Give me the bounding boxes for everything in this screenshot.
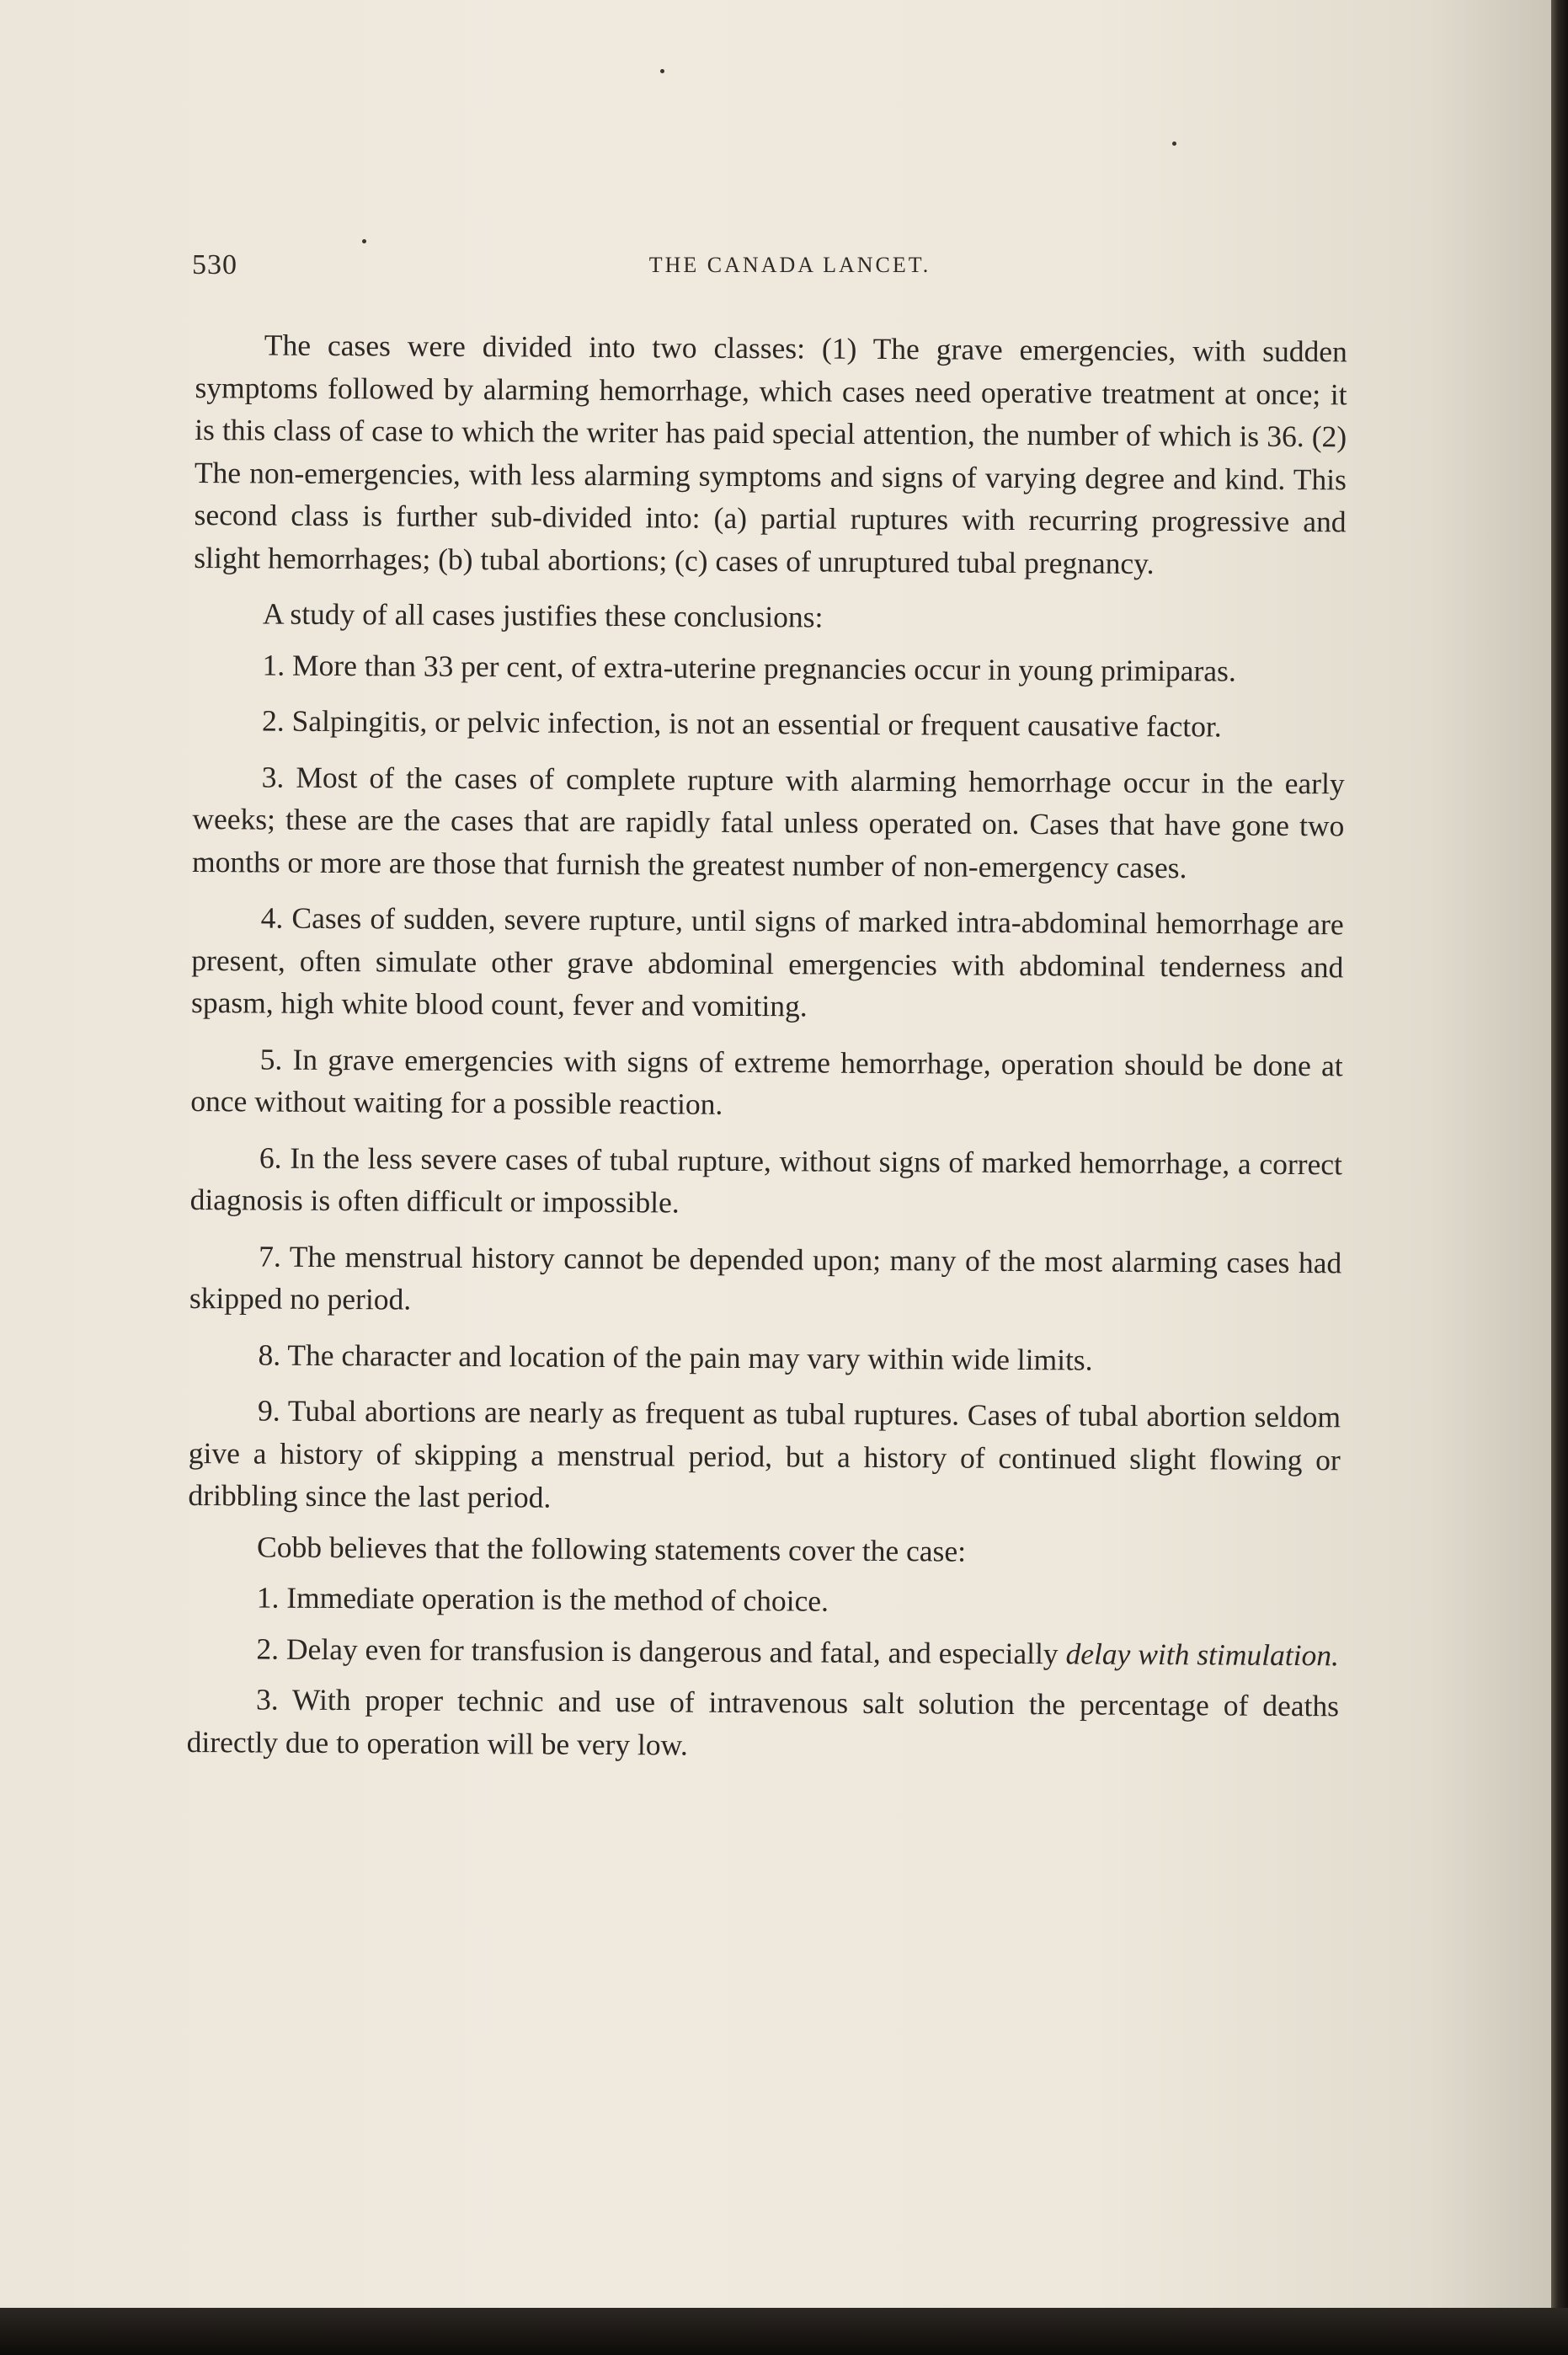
running-head: THE CANADA LANCET. (648, 253, 931, 277)
paragraph-classes: The cases were divided into two classes: (1) The grave emergencies, with sudden symptoms followed by alarming hemorrhage, which cases need operative treatment at once; it is this class of case to which the writer has paid special attention, the number of which is 36. (2) The non-emergencies, with less alarming symptoms and signs of varying degree and kind. This second class is further sub-divided into: (a) partial ruptures with recurring progressive and slight hemorrhages; (b) tubal abortions; (c) cases of unruptured tubal pregnancy. (194, 328, 1347, 580)
conclusion-8: 8. The character and location of the pain may vary within wide limits. (258, 1337, 1093, 1377)
cobb-statement-2-emphasis: delay with stimulation. (1065, 1636, 1340, 1672)
paragraph-conclusions-intro: A study of all cases justifies these conclusions: (262, 596, 824, 634)
conclusion-1: 1. More than 33 per cent, of extra-uterine pregnancies occur in young primiparas. (262, 647, 1236, 688)
paper-speck (660, 69, 664, 73)
conclusion-7: 7. The menstrual history cannot be depended upon; many of the most alarming cases had skipped no period. (189, 1238, 1342, 1316)
page-header (192, 249, 1354, 283)
article-body (186, 323, 1347, 1783)
paragraph-cobb-intro: Cobb believes that the following statements cover the case: (257, 1529, 967, 1568)
page-edge-shadow (1551, 0, 1568, 2355)
conclusion-9: 9. Tubal abortions are nearly as frequent as tubal ruptures. Cases of tubal abortion seldom give a history of skipping a menstrual period, but a history of continued slight flowing or dribbling since the last period. (188, 1393, 1341, 1514)
cobb-statement-3: 3. With proper technic and use of intravenous salt solution the percentage of deaths directly due to operation will be very low. (186, 1682, 1340, 1762)
cobb-statement-2 (187, 1626, 1339, 1676)
conclusion-5: 5. In grave emergencies with signs of extreme hemorrhage, operation should be done at once without waiting for a possible reaction. (190, 1041, 1343, 1121)
cobb-statement-2-text: 2. Delay even for transfusion is dangerous and fatal, and especially (256, 1631, 1059, 1670)
conclusion-6: 6. In the less severe cases of tubal rupture, without signs of marked hemorrhage, a correct diagnosis is often difficult or impossible. (189, 1140, 1343, 1220)
page-number: 530 (192, 249, 237, 280)
paper-speck (1172, 142, 1176, 146)
conclusion-4: 4. Cases of sudden, severe rupture, until signs of marked intra-abdominal hemorrhage are present, often simulate other grave abdominal emergencies with abdominal tenderness and spasm, high white blood count, fever and vomiting. (190, 900, 1344, 1023)
conclusion-2: 2. Salpingitis, or pelvic infection, is not an essential or frequent causative factor. (261, 703, 1222, 744)
cobb-statement-1: 1. Immediate operation is the method of choice. (256, 1580, 829, 1618)
conclusion-3: 3. Most of the cases of complete rupture with alarming hemorrhage occur in the early weeks; these are the cases that are rapidly fatal unless operated on. Cases that have gone two months or more are those that furnish the greatest number of non-emergency cases. (191, 759, 1345, 884)
bottom-shadow (0, 2308, 1568, 2355)
paper-speck (362, 239, 366, 243)
